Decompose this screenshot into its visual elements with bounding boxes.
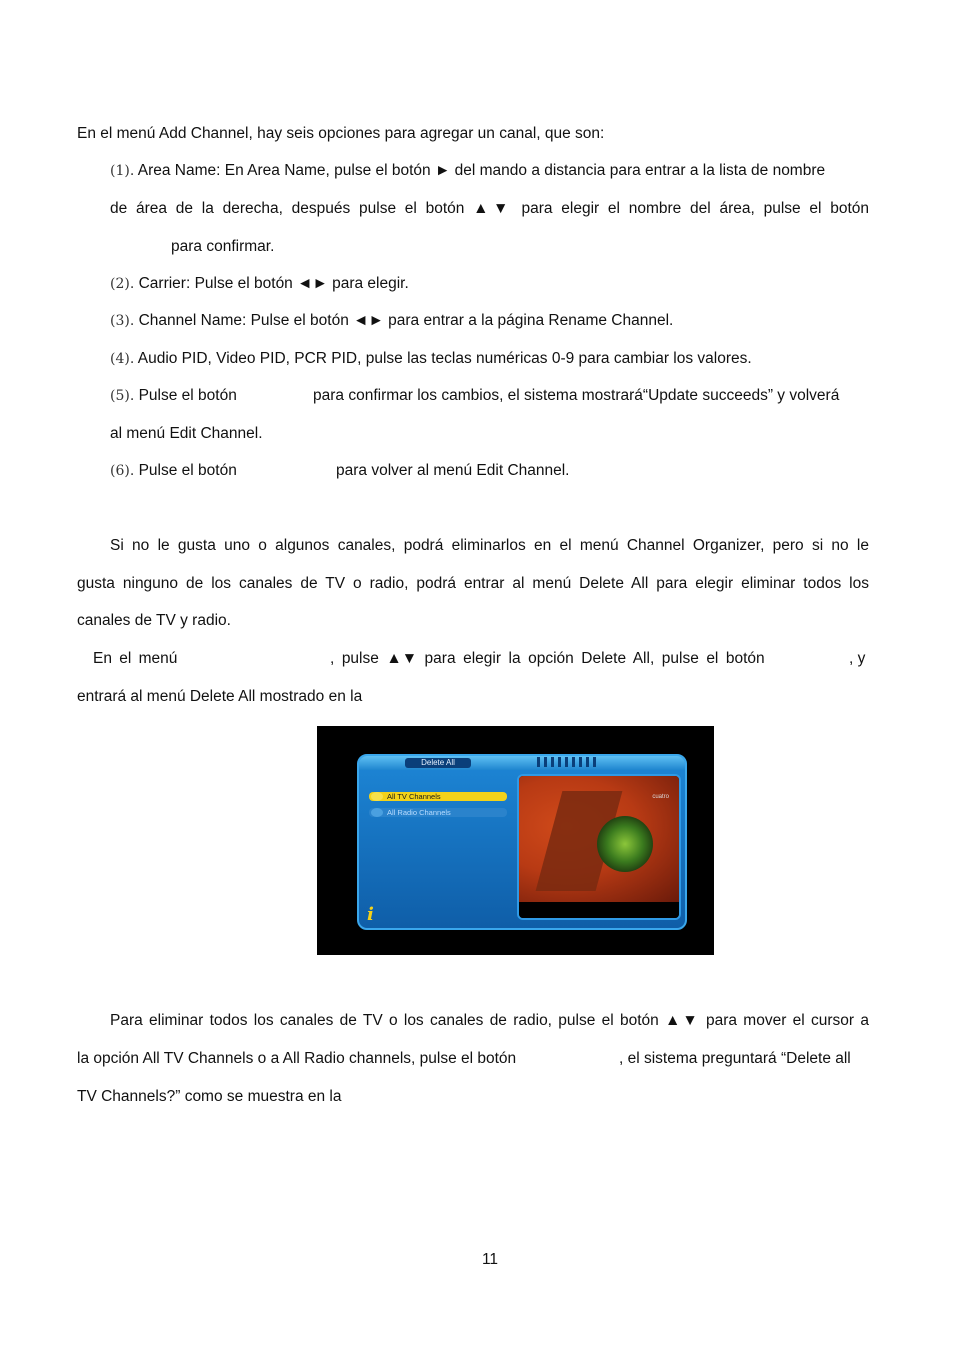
item-3-text: Channel Name: Pulse el botón ◄► para entrar a la página Rename Channel. — [138, 312, 674, 329]
item-6-part-2: para volver al menú Edit Channel. — [336, 462, 570, 479]
item-2 — [110, 274, 409, 294]
para-2-line-2: gusta ninguno de los canales de TV o radio, podrá entrar al menú Delete All para elegir eliminar todos los — [77, 575, 869, 592]
item-6-line — [110, 461, 237, 481]
item-1-text: Area Name: En Area Name, pulse el botón ► del mando a distancia para entrar a la lista de nombre — [137, 162, 826, 179]
option-bullet-icon — [371, 792, 383, 801]
para-3-c: , y — [849, 650, 866, 667]
item-2-number: (2). — [110, 276, 135, 292]
item-1-line-3: para confirmar. — [171, 238, 275, 255]
item-4 — [110, 349, 752, 369]
item-3-number: (3). — [110, 313, 135, 329]
info-icon: i — [367, 904, 374, 925]
option-bullet-icon — [371, 808, 383, 817]
item-4-number: (4). — [110, 351, 135, 367]
para-3-line-2: entrará al menú Delete All mostrado en la — [77, 688, 363, 705]
item-1-line-1 — [110, 161, 825, 181]
item-1-number: (1). — [110, 163, 135, 179]
para-4-line-2a: la opción All TV Channels o a All Radio channels, pulse el botón — [77, 1050, 517, 1067]
item-6-part-1: Pulse el botón — [138, 462, 237, 479]
item-5-part-1: Pulse el botón — [138, 387, 237, 404]
option-label: All TV Channels — [387, 792, 441, 801]
item-3 — [110, 311, 673, 331]
para-4-line-1: Para eliminar todos los canales de TV o los canales de radio, pulse el botón ▲▼ para mover el cursor a — [110, 1012, 869, 1029]
delete-all-menu-panel — [357, 754, 687, 930]
page-number: 11 — [481, 1251, 499, 1268]
item-1-line-2: de área de la derecha, después pulse el botón ▲▼ para elegir el nombre del área, pulse el botón — [110, 200, 869, 217]
item-5-line-2: al menú Edit Channel. — [110, 425, 263, 442]
item-6-number: (6). — [110, 463, 135, 479]
para-3-b: , pulse ▲▼ para elegir la opción Delete All, pulse el botón — [330, 650, 765, 667]
para-4-line-3: TV Channels?” como se muestra en la — [77, 1088, 342, 1105]
item-4-text: Audio PID, Video PID, PCR PID, pulse las teclas numéricas 0-9 para cambiar los valores. — [137, 350, 752, 367]
option-label: All Radio Channels — [387, 808, 451, 817]
channel-logo: cuatro — [652, 794, 669, 800]
option-all-tv-channels[interactable] — [369, 792, 507, 801]
menu-title: Delete All — [405, 758, 471, 768]
para-4-line-2b: , el sistema preguntará “Delete all — [619, 1050, 851, 1067]
signal-ticks — [537, 757, 597, 767]
para-2-line-1: Si no le gusta uno o algunos canales, podrá eliminarlos en el menú Channel Organizer, pero si no le — [110, 537, 869, 554]
delete-all-screenshot — [317, 726, 714, 955]
para-2-line-3: canales de TV y radio. — [77, 612, 231, 629]
preview-bottom-bar — [519, 902, 679, 918]
option-all-radio-channels[interactable] — [369, 808, 507, 817]
item-5-line-1 — [110, 386, 237, 406]
item-5-number: (5). — [110, 388, 135, 404]
video-preview — [517, 774, 681, 920]
intro-text: En el menú Add Channel, hay seis opciones para agregar un canal, que son: — [77, 125, 605, 142]
preview-globe — [597, 816, 653, 872]
item-2-text: Carrier: Pulse el botón ◄► para elegir. — [138, 275, 409, 292]
para-3-a: En el menú — [93, 650, 178, 667]
item-5-part-2: para confirmar los cambios, el sistema mostrará“Update succeeds” y volverá — [313, 387, 840, 404]
